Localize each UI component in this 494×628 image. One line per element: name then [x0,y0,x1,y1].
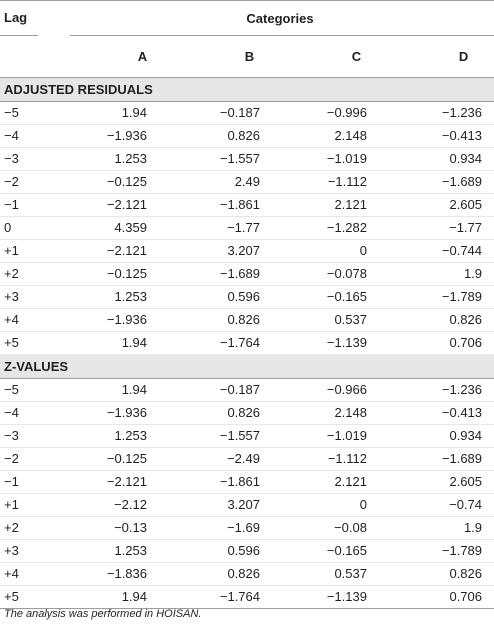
value-cell-d: −1.689 [387,448,494,471]
lag-cell: −2 [0,171,66,194]
value-cell-d: 0.706 [387,332,494,355]
table-row [0,148,494,171]
section-header-row [0,78,494,102]
value-cell-a: 1.94 [66,586,173,609]
column-header-d: D [458,49,469,64]
value-cell-a: 1.253 [66,540,173,563]
lag-cell: +4 [0,563,66,586]
column-header-b: B [244,49,255,64]
table-row [0,194,494,217]
section-header-row [0,355,494,379]
value-cell-a: −0.125 [66,448,173,471]
value-cell-b: −1.557 [173,425,280,448]
value-cell-d: −0.744 [387,240,494,263]
lag-cell: +2 [0,517,66,540]
table-row [0,517,494,540]
value-cell-b: −1.861 [173,194,280,217]
lag-cell: −2 [0,448,66,471]
table-row [0,309,494,332]
categories-header: Categories [66,1,494,38]
value-cell-b: 2.49 [173,171,280,194]
table-row [0,263,494,286]
value-cell-d: −1.789 [387,540,494,563]
value-cell-d: 0.706 [387,586,494,609]
value-cell-d: −0.74 [387,494,494,517]
value-cell-c: −0.08 [280,517,387,540]
value-cell-c: 0.537 [280,309,387,332]
value-cell-a: 1.253 [66,286,173,309]
value-cell-c: −1.019 [280,148,387,171]
table-body [0,78,494,609]
value-cell-b: −2.49 [173,448,280,471]
value-cell-a: −2.12 [66,494,173,517]
table-row [0,563,494,586]
value-cell-d: 2.605 [387,471,494,494]
value-cell-b: −0.187 [173,102,280,125]
value-cell-d: 2.605 [387,194,494,217]
value-cell-d: −0.413 [387,125,494,148]
value-cell-b: 0.596 [173,286,280,309]
value-cell-d: 0.934 [387,425,494,448]
value-cell-b: −1.69 [173,517,280,540]
lag-cell: −5 [0,102,66,125]
value-cell-d: −1.689 [387,171,494,194]
value-cell-c: 0 [280,240,387,263]
lag-cell: +3 [0,540,66,563]
value-cell-b: −1.689 [173,263,280,286]
value-cell-b: 0.596 [173,540,280,563]
table-row [0,102,494,125]
lag-cell: −3 [0,148,66,171]
lag-header-rule [0,35,38,36]
value-cell-c: −0.165 [280,286,387,309]
section-title: ADJUSTED RESIDUALS [0,78,494,102]
value-cell-d: 1.9 [387,263,494,286]
value-cell-a: −2.121 [66,240,173,263]
table-row [0,379,494,402]
section-title: Z-VALUES [0,355,494,379]
value-cell-a: −1.936 [66,402,173,425]
value-cell-b: −0.187 [173,379,280,402]
value-cell-a: 1.94 [66,379,173,402]
value-cell-c: 2.121 [280,471,387,494]
value-cell-c: −0.996 [280,102,387,125]
value-cell-a: −1.836 [66,563,173,586]
lag-cell: +1 [0,240,66,263]
lag-column-header: Lag [0,1,66,38]
lag-cell: +3 [0,286,66,309]
header-row-top [0,1,494,38]
table-row [0,448,494,471]
value-cell-d: −0.413 [387,402,494,425]
value-cell-d: −1.236 [387,379,494,402]
lag-cell: −3 [0,425,66,448]
table-row [0,494,494,517]
value-cell-b: −1.764 [173,332,280,355]
value-cell-c: 0.537 [280,563,387,586]
value-cell-c: −0.078 [280,263,387,286]
table-row [0,332,494,355]
table-footnote: The analysis was performed in HOISAN. [4,608,202,620]
value-cell-c: 2.121 [280,194,387,217]
categories-header-rule [70,35,494,36]
header-blank-cell [0,37,66,78]
value-cell-a: −1.936 [66,125,173,148]
value-cell-c: 2.148 [280,402,387,425]
value-cell-c: 2.148 [280,125,387,148]
table-row [0,540,494,563]
value-cell-a: −1.936 [66,309,173,332]
value-cell-c: 0 [280,494,387,517]
lag-cell: −4 [0,125,66,148]
table-row [0,402,494,425]
lag-cell: −1 [0,471,66,494]
value-cell-c: −1.282 [280,217,387,240]
value-cell-d: 0.826 [387,309,494,332]
value-cell-c: −1.019 [280,425,387,448]
value-cell-a: −0.13 [66,517,173,540]
value-cell-b: 0.826 [173,125,280,148]
value-cell-c: −0.966 [280,379,387,402]
lag-cell: −5 [0,379,66,402]
lag-cell: 0 [0,217,66,240]
column-header-c: C [351,49,362,64]
value-cell-b: −1.861 [173,471,280,494]
value-cell-d: 0.826 [387,563,494,586]
lag-cell: +5 [0,586,66,609]
value-cell-a: −2.121 [66,471,173,494]
value-cell-d: −1.236 [387,102,494,125]
table-row [0,217,494,240]
value-cell-b: 3.207 [173,494,280,517]
value-cell-d: −1.789 [387,286,494,309]
table-row [0,425,494,448]
value-cell-c: −1.112 [280,171,387,194]
value-cell-d: 1.9 [387,517,494,540]
table-row [0,125,494,148]
table-row [0,171,494,194]
value-cell-a: 1.253 [66,148,173,171]
value-cell-d: −1.77 [387,217,494,240]
value-cell-b: 0.826 [173,563,280,586]
value-cell-b: 3.207 [173,240,280,263]
lag-cell: −4 [0,402,66,425]
value-cell-b: −1.557 [173,148,280,171]
column-header-a: A [137,49,148,64]
value-cell-a: 1.94 [66,102,173,125]
header-row-columns [0,37,494,78]
table-row [0,471,494,494]
table-row [0,240,494,263]
value-cell-b: 0.826 [173,402,280,425]
value-cell-a: −0.125 [66,171,173,194]
value-cell-d: 0.934 [387,148,494,171]
value-cell-a: 1.253 [66,425,173,448]
value-cell-a: 1.94 [66,332,173,355]
value-cell-b: 0.826 [173,309,280,332]
value-cell-b: −1.77 [173,217,280,240]
table-row [0,286,494,309]
lag-cell: +4 [0,309,66,332]
value-cell-c: −1.139 [280,332,387,355]
value-cell-c: −0.165 [280,540,387,563]
value-cell-b: −1.764 [173,586,280,609]
lag-cell: −1 [0,194,66,217]
lag-cell: +5 [0,332,66,355]
lag-cell: +2 [0,263,66,286]
lag-cell: +1 [0,494,66,517]
value-cell-c: −1.112 [280,448,387,471]
value-cell-c: −1.139 [280,586,387,609]
value-cell-a: 4.359 [66,217,173,240]
value-cell-a: −0.125 [66,263,173,286]
table-row [0,586,494,609]
value-cell-a: −2.121 [66,194,173,217]
